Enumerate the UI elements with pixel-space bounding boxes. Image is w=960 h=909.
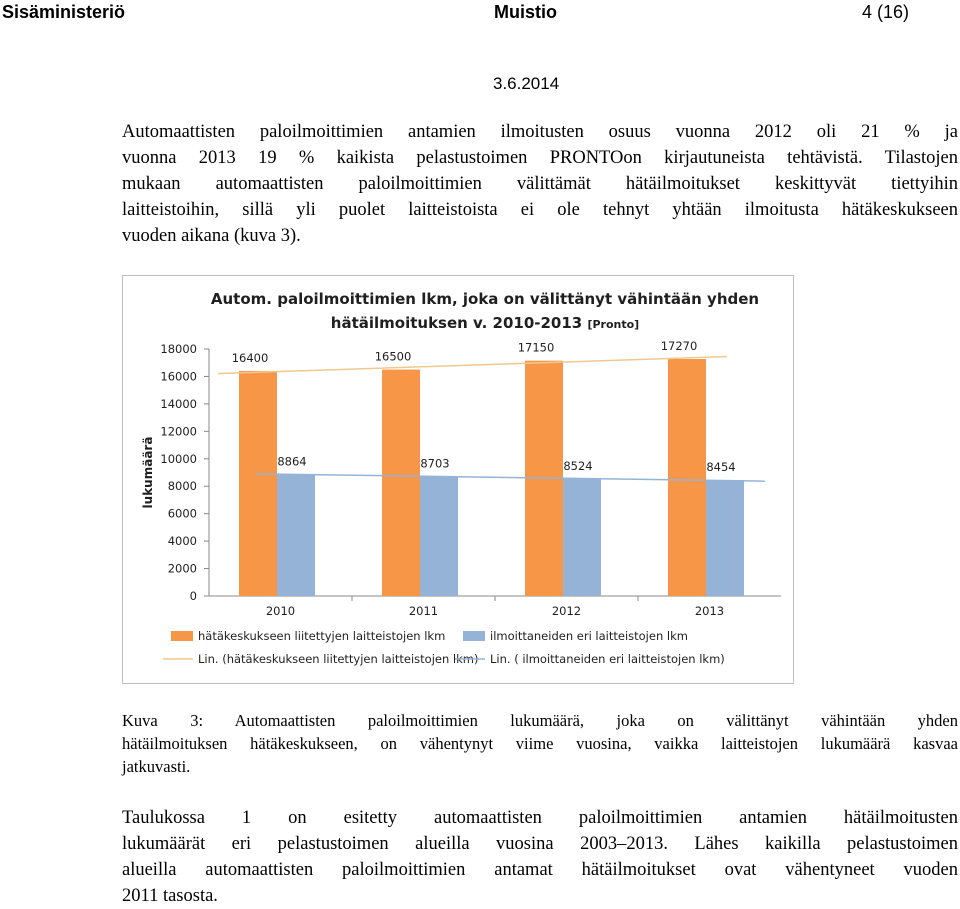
data-label: 17270 (660, 339, 698, 354)
legend-swatch (463, 631, 485, 641)
intro-line: laitteistoihin, sillä yli puolet laitteistoista ei ole tehnyt yhtään ilmoitusta hätäkeskukseen (122, 200, 958, 220)
y-tick-label: 0 (189, 589, 197, 603)
caption-line: jatkuvasti. (122, 757, 191, 776)
y-tick-label: 14000 (160, 396, 197, 411)
data-label: 8703 (420, 456, 450, 471)
legend-label: hätäkeskukseen liitettyjen laitteistojen lkm (198, 629, 446, 643)
outro-paragraph (122, 805, 958, 909)
data-label: 16400 (231, 350, 269, 365)
x-tick-label: 2012 (551, 604, 582, 618)
outro-line: alueilla automaattisten paloilmoittimien antamat hätäilmoitukset ovat vähentyneet vuoden (122, 860, 958, 880)
y-tick-label: 4000 (167, 534, 197, 549)
bar-reported-2013 (706, 480, 744, 596)
legend-swatch (171, 631, 193, 641)
figure-caption (122, 709, 958, 778)
y-tick-label: 2000 (167, 561, 197, 576)
bar-connected-2011 (382, 370, 420, 596)
bar-reported-2011 (420, 477, 458, 596)
ministry-name: Sisäministeriö (2, 2, 126, 22)
bar-reported-2012 (563, 479, 601, 596)
y-tick-label: 6000 (167, 506, 197, 521)
bar-reported-2010 (277, 474, 315, 596)
document-type: Muistio (494, 2, 557, 22)
x-tick-label: 2013 (694, 604, 725, 618)
y-tick-label: 12000 (160, 424, 197, 439)
x-tick-label: 2011 (408, 604, 439, 618)
chart-title: Autom. paloilmoittimien lkm, joka on välittänyt vähintään yhden (210, 290, 760, 308)
data-label: 16500 (374, 349, 412, 364)
page-number: 4 (16) (862, 2, 910, 22)
y-tick-label: 18000 (160, 342, 197, 356)
outro-line: lukumäärät eri pelastustoimen alueilla vuosina 2003–2013. Lähes kaikilla pelastustoimen (122, 834, 958, 854)
legend-label: Lin. ( ilmoittaneiden eri laitteistojen lkm) (490, 652, 725, 666)
y-tick-label: 16000 (160, 369, 197, 384)
bar-chart (123, 276, 793, 683)
y-tick-label: 10000 (160, 451, 197, 466)
data-label: 8864 (277, 454, 307, 469)
trendline-connected (218, 357, 727, 374)
document-date: 3.6.2014 (493, 74, 560, 93)
x-tick-label: 2010 (265, 604, 296, 618)
data-label: 17150 (517, 340, 555, 355)
caption-line: hätäilmoituksen hätäkeskukseen, on vähentynyt viime vuosina, vaikka laitteistojen lukumäärä kasvaa (122, 734, 958, 753)
y-axis-label: lukumäärä (141, 436, 155, 509)
y-tick-label: 8000 (167, 479, 197, 494)
data-label: 8454 (706, 459, 736, 474)
chart-frame (122, 275, 794, 684)
intro-line: mukaan automaattisten paloilmoittimien välittämät hätäilmoitukset keskittyvät tiettyihin (122, 174, 958, 194)
intro-line: Automaattisten paloilmoittimien antamien ilmoitusten osuus vuonna 2012 oli 21 % ja (122, 122, 958, 142)
intro-line: vuoden aikana (kuva 3). (122, 226, 301, 246)
outro-line: Taulukossa 1 on esitetty automaattisten paloilmoittimien antamien hätäilmoitusten (122, 808, 958, 828)
caption-line: Kuva 3: Automaattisten paloilmoittimien lukumäärä, joka on välittänyt vähintään yhden (122, 711, 958, 730)
bar-connected-2013 (668, 359, 706, 596)
chart-title: hätäilmoituksen v. 2010-2013 [Pronto] (330, 314, 640, 332)
data-label: 8524 (563, 459, 593, 474)
intro-line: vuonna 2013 19 % kaikista pelastustoimen PRONTOon kirjautuneista tehtävistä. Tilastojen (122, 148, 958, 168)
outro-line: 2011 tasosta. (122, 886, 218, 906)
intro-paragraph (122, 119, 958, 249)
legend-label: Lin. (hätäkeskukseen liitettyjen laitteistojen lkm) (198, 652, 479, 666)
bar-connected-2010 (239, 371, 277, 596)
chart-title-source: [Pronto] (587, 318, 640, 331)
legend-label: ilmoittaneiden eri laitteistojen lkm (490, 629, 688, 643)
